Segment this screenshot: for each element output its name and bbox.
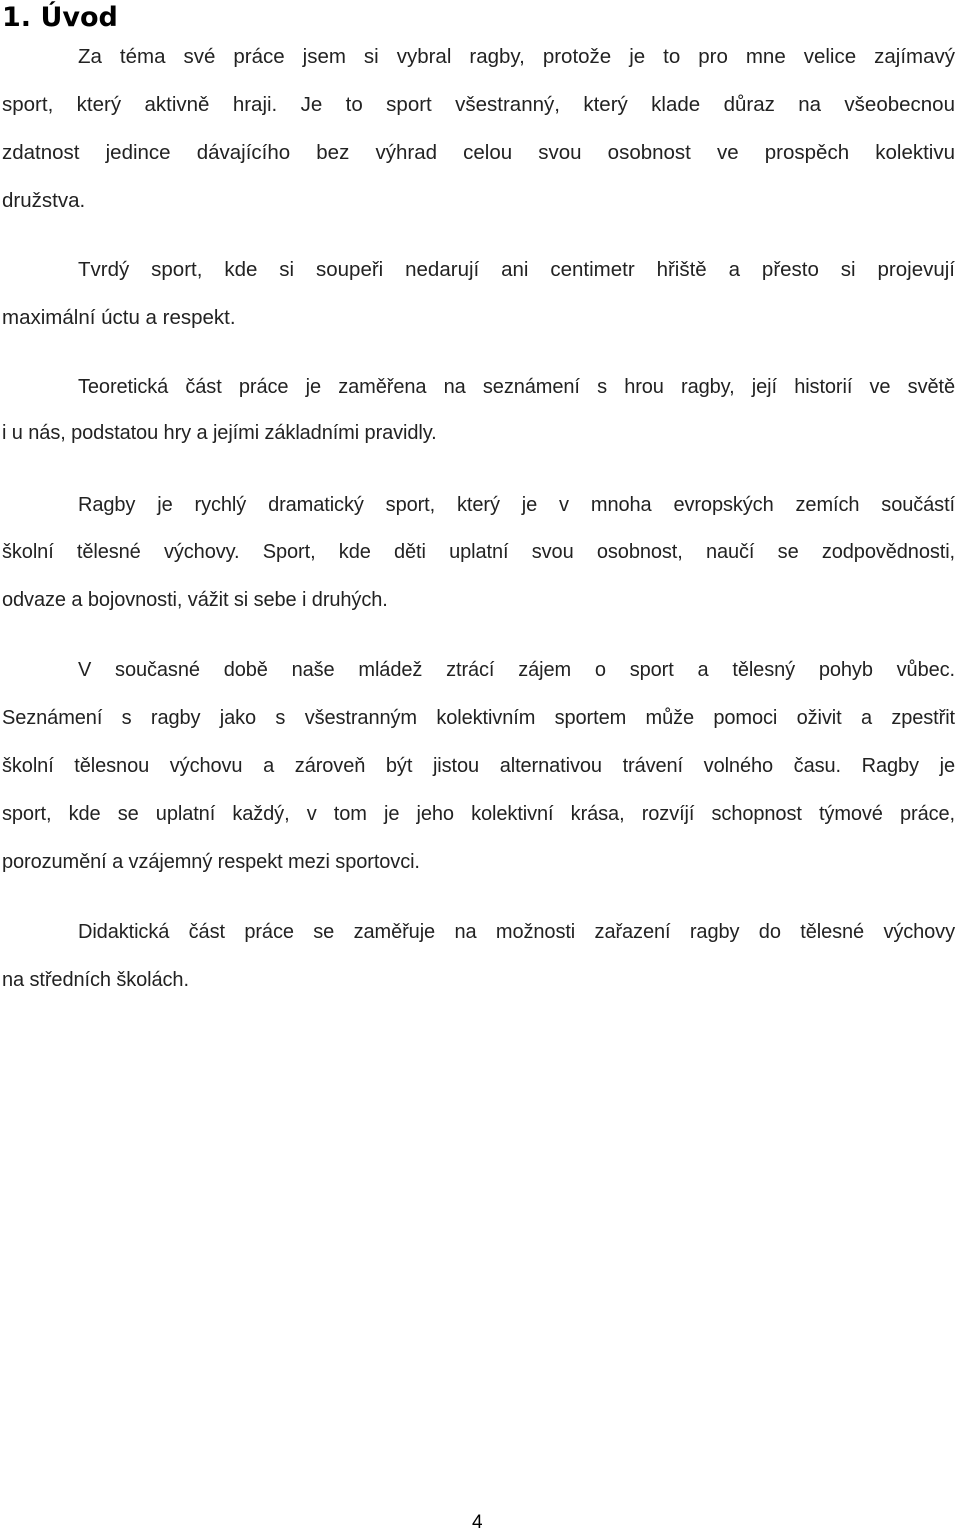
text-line: na středních školách.: [2, 969, 189, 991]
text-line: školní tělesnou výchovu a zároveň být jistou alternativou trávení volného času. Ragby je: [2, 755, 955, 777]
text-line: odvaze a bojovnosti, vážit si sebe i druhých.: [2, 589, 388, 611]
text-line: družstva.: [2, 189, 86, 212]
text-line: sport, kde se uplatní každý, v tom je jeho kolektivní krása, rozvíjí schopnost týmové práce,: [2, 803, 955, 825]
text-line: i u nás, podstatou hry a jejími základními pravidly.: [2, 422, 437, 444]
text-line: Tvrdý sport, kde si soupeři nedarují ani centimetr hřiště a přesto si projevují: [78, 258, 955, 281]
text-line: maximální úctu a respekt.: [2, 306, 236, 329]
text-line: porozumění a vzájemný respekt mezi sportovci.: [2, 851, 420, 873]
text-line: Seznámení s ragby jako s všestranným kolektivním sportem může pomoci oživit a zpestřit: [2, 707, 955, 729]
section-heading: 1. Úvod: [2, 2, 118, 33]
text-line: sport, který aktivně hraji. Je to sport všestranný, který klade důraz na všeobecnou: [2, 93, 955, 116]
page-number: 4: [472, 1512, 483, 1533]
text-line: V současné době naše mládež ztrácí zájem o sport a tělesný pohyb vůbec.: [78, 659, 955, 681]
text-line: Ragby je rychlý dramatický sport, který je v mnoha evropských zemích součástí: [78, 494, 955, 516]
text-line: Teoretická část práce je zaměřena na seznámení s hrou ragby, její historií ve světě: [78, 376, 955, 398]
text-line: Didaktická část práce se zaměřuje na možnosti zařazení ragby do tělesné výchovy: [78, 921, 955, 943]
text-line: školní tělesné výchovy. Sport, kde děti uplatní svou osobnost, naučí se zodpovědnosti,: [2, 541, 955, 563]
text-line: zdatnost jedince dávajícího bez výhrad celou svou osobnost ve prospěch kolektivu: [2, 141, 955, 164]
text-line: Za téma své práce jsem si vybral ragby, protože je to pro mne velice zajímavý: [78, 45, 955, 68]
